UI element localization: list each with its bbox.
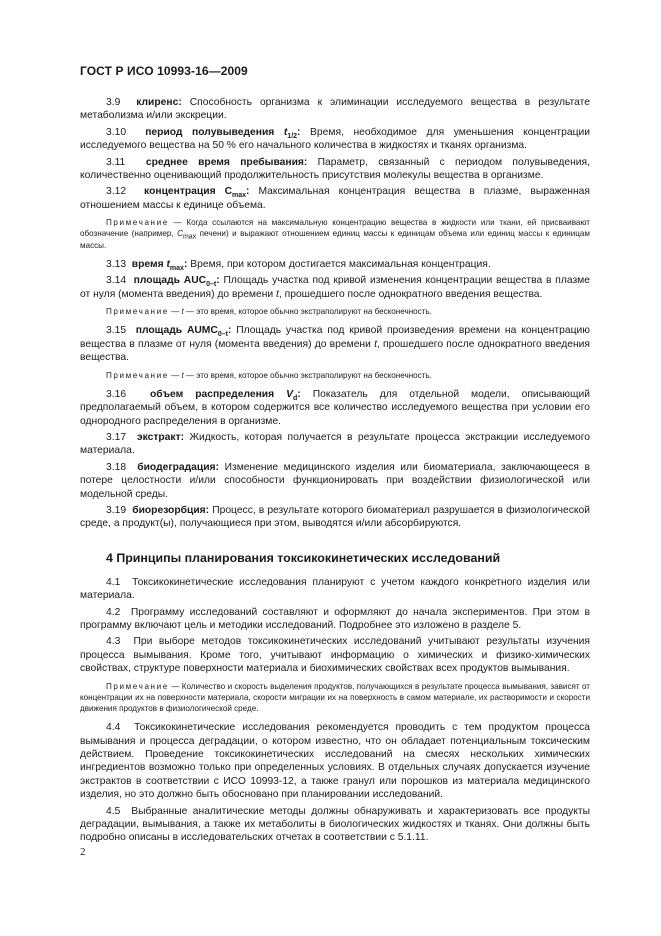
clause-text: При выборе методов токсикокинетических исследований учитывают результаты изучения процесса вымывания. Кроме того, учитывают информацию о химических и физико-химических свойствах, структуре поверхности материала и биохимических свойствах всех продуктов вымывания. bbox=[80, 636, 590, 675]
clause-number: 4.1 bbox=[106, 576, 121, 588]
note-symbol: t bbox=[181, 307, 184, 317]
document-header: ГОСТ Р ИСО 10993-16—2009 bbox=[80, 64, 248, 78]
definition-term: биорезорбция: bbox=[132, 504, 210, 516]
clause-number: 3.9 bbox=[106, 97, 121, 108]
definition-text: , прошедшего после однократного введения вещества. bbox=[278, 288, 543, 300]
term-colon: : bbox=[216, 275, 220, 287]
definition-3-18 bbox=[80, 461, 590, 501]
note-text: — Когда ссылаются на максимальную концентрацию вещества в жидкости или ткани, ей присваивают обозначение (например, bbox=[80, 218, 590, 239]
clause-4-2 bbox=[80, 606, 590, 633]
note-label: Примечание bbox=[106, 307, 169, 317]
definition-3-16 bbox=[80, 388, 590, 428]
definition-text: Жидкость, которая получается в результате процесса экстракции исследуемого материала. bbox=[80, 431, 590, 457]
definition-term: экстракт: bbox=[136, 431, 185, 443]
definition-text: Площадь участка под кривой изменения концентрации вещества в плазме от нуля (момента введения) до времени bbox=[80, 275, 590, 300]
definition-3-13 bbox=[80, 258, 590, 271]
definition-term: клиренс: bbox=[136, 97, 182, 108]
definition-term bbox=[150, 389, 301, 400]
clause-number: 3.14 bbox=[106, 275, 127, 287]
definition-text: Максимальная концентрация вещества в плазме, выраженная отношением массы к единице объема. bbox=[80, 186, 590, 211]
definition-term bbox=[133, 275, 220, 289]
note-symbol: C bbox=[177, 229, 183, 239]
clause-number: 4.3 bbox=[106, 636, 121, 648]
document-body bbox=[80, 96, 590, 848]
clause-4-4 bbox=[80, 721, 590, 801]
term-text: период полувыведения bbox=[145, 126, 284, 138]
definition-term bbox=[135, 325, 232, 339]
clause-4-3 bbox=[80, 635, 590, 675]
definition-text: Изменение медицинского изделия или биоматериала, заключающееся в потере целостности и/или способности функционировать при воздействии физиологической или модельной среды. bbox=[80, 461, 590, 500]
definition-term bbox=[132, 259, 188, 270]
definition-text: Способность организма к элиминации исследуемого вещества в результате метаболизма и/или экскреции. bbox=[80, 97, 590, 122]
definition-3-14 bbox=[80, 274, 590, 301]
term-text: время bbox=[131, 258, 167, 270]
note-symbol: t bbox=[181, 370, 184, 380]
clause-number: 3.13 bbox=[106, 258, 127, 270]
term-colon: : bbox=[297, 126, 301, 138]
note-label: Примечание bbox=[106, 370, 169, 380]
term-text: концентрация C bbox=[144, 186, 233, 198]
definition-3-19 bbox=[80, 504, 590, 531]
term-text: объем распределения bbox=[150, 388, 287, 400]
note-label: Примечание bbox=[106, 681, 169, 691]
definition-3-15 bbox=[80, 324, 590, 364]
definition-text: Время, при котором достигается максимальная концентрация. bbox=[190, 258, 491, 270]
definition-3-12 bbox=[80, 185, 590, 212]
definition-text: Время, необходимое для уменьшения концентрации исследуемого вещества на 50 % его начального количества в жидкостях и тканях организма. bbox=[80, 126, 590, 152]
clause-number: 3.17 bbox=[106, 431, 127, 443]
page-number: 2 bbox=[80, 846, 86, 858]
clause-number: 3.12 bbox=[106, 186, 127, 198]
term-subscript: max bbox=[232, 192, 247, 200]
term-subscript: d bbox=[292, 394, 298, 402]
term-colon: : bbox=[246, 186, 250, 198]
clause-number: 3.19 bbox=[106, 504, 127, 516]
term-symbol: V bbox=[286, 388, 293, 400]
definition-text: Площадь участка под кривой произведения времени на концентрацию вещества в плазме от нуля (момента введения) до времени bbox=[80, 325, 590, 350]
clause-number: 4.5 bbox=[106, 805, 121, 817]
term-subscript: 0–t bbox=[206, 281, 217, 289]
term-subscript: 1/2 bbox=[287, 132, 298, 140]
definition-3-17 bbox=[80, 431, 590, 458]
section-heading: 4 Принципы планирования токсикокинетических исследований bbox=[106, 550, 501, 565]
note-subscript: max bbox=[182, 234, 197, 242]
term-colon: : bbox=[227, 325, 232, 337]
definition-text: , прошедшего после однократного введения вещества. bbox=[80, 338, 590, 364]
term-colon: : bbox=[183, 258, 188, 270]
clause-number: 3.15 bbox=[106, 325, 127, 337]
note-label: Примечание bbox=[106, 218, 169, 228]
term-text: площадь AUMC bbox=[135, 325, 218, 337]
clause-number: 3.10 bbox=[106, 126, 127, 138]
clause-text: Программу исследований составляют и оформляют до начала экспериментов. При этом в программу включают цель и методики исследований. Подробнее это изложено в разделе 5. bbox=[80, 606, 590, 631]
definition-text: Показатель для отдельной модели, описывающий предполагаемый объем, в котором содержится все количество исследуемого вещества при условии его однородного распределения в организме. bbox=[80, 388, 590, 427]
clause-number: 3.11 bbox=[106, 156, 126, 168]
note-3-12 bbox=[80, 217, 590, 251]
term-text: площадь AUC bbox=[133, 275, 207, 287]
definition-term bbox=[144, 186, 250, 200]
term-symbol: t bbox=[283, 126, 288, 138]
definition-symbol: t bbox=[276, 288, 279, 300]
clause-4-1 bbox=[80, 576, 590, 603]
note-3-14: Примечание — t — это время, которое обычно экстраполируют на бесконечность. bbox=[106, 307, 432, 317]
definition-3-11 bbox=[80, 156, 590, 183]
definition-3-9 bbox=[80, 96, 590, 123]
definition-term: биодеградация: bbox=[137, 461, 219, 473]
note-text: печени) и выражают отношением единиц массы к единицам объема или единиц массы к единицам массы. bbox=[80, 229, 590, 250]
definition-3-10 bbox=[80, 126, 590, 153]
clause-number: 3.18 bbox=[106, 461, 127, 473]
term-colon: : bbox=[297, 388, 301, 400]
term-symbol: t bbox=[166, 258, 170, 270]
clause-text: Токсикокинетические исследования рекомендуется проводить с тем продуктом процесса вымывания и процесса деградации, о котором известно, что он обладает потенциальным токсическим действием. Проведение токсикокинетических исследований на смесях нескольких химических ингредиентов возможно только при определенных условиях. В отдельных случаях допускается изучение экстрактов в соответствии с ИСО 10993-12, а также гранул или порошков из материала медицинского изделия, но это должно быть обосновано при планировании исследований. bbox=[80, 722, 590, 801]
note-text: — это время, которое обычно экстраполируют на бесконечность. bbox=[183, 370, 432, 380]
clause-number: 4.4 bbox=[106, 722, 121, 734]
definition-term bbox=[145, 127, 300, 138]
definition-symbol: t bbox=[374, 338, 377, 350]
note-text: — это время, которое обычно экстраполируют на бесконечность. bbox=[183, 307, 432, 317]
definition-text: Процесс, в результате которого биоматериал разрушается в физиологической среде, а продукт(ы), получающиеся при этом, выводятся и/или абсорбируются. bbox=[80, 504, 590, 530]
clause-text: Выбранные аналитические методы должны обнаруживать и характеризовать все продукты деградации, вымывания, а также их метаболиты в биологических жидкостях и тканях. Они должны быть подробно описаны в исследовательских отчетах в соответствии с 5.1.11. bbox=[80, 805, 590, 844]
definition-text: Параметр, связанный с периодом полувыведения, количественно оценивающий продолжительность присутствия молекулы вещества в организме. bbox=[80, 156, 590, 182]
clause-text: Токсикокинетические исследования планируют с учетом каждого конкретного изделия или материала. bbox=[80, 576, 590, 602]
definition-term: среднее время пребывания: bbox=[145, 156, 308, 168]
note-3-15: Примечание — t — это время, которое обычно экстраполируют на бесконечность. bbox=[106, 370, 432, 380]
term-subscript: 0–t bbox=[217, 331, 228, 339]
clause-4-5 bbox=[80, 805, 590, 845]
clause-number: 3.16 bbox=[106, 388, 127, 400]
note-text: — Количество и скорость выделения продуктов, получающихся в результате процесса вымывания, зависят от концентрации их на поверхности материала, скорости миграции их на поверхность в самом материале, их растворимости и скорости движения продуктов в физиологической среде. bbox=[80, 681, 591, 714]
clause-number: 4.2 bbox=[106, 606, 121, 618]
note-4-3 bbox=[80, 681, 590, 715]
term-subscript: max bbox=[169, 264, 184, 272]
